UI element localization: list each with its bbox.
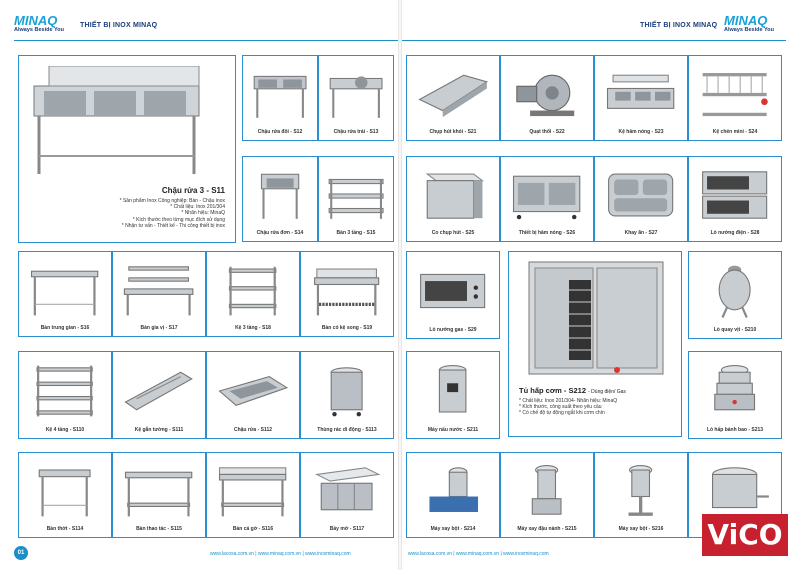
product-label: Kệ gắn tường - S111 [134, 427, 184, 433]
feature-title: Tủ hấp cơm - S212 [519, 386, 587, 395]
product-card [594, 156, 688, 242]
product-label: Bàn có kệ song - S19 [321, 325, 373, 331]
product-card [300, 351, 394, 439]
product-label: Lò hấp bánh bao - S213 [706, 427, 764, 433]
spec-line: * Nhận tư vấn - Thiết kế - Thi công thiết bị inox [121, 222, 225, 229]
product-label: Lò nướng gas - S29 [429, 327, 477, 333]
product-card [18, 351, 112, 439]
product-image [308, 260, 385, 320]
product-image [325, 165, 387, 225]
product-card [112, 351, 206, 439]
spec-line: * Kích thước, công suất theo yêu cầu [519, 404, 602, 411]
product-image [602, 64, 679, 124]
product-label: Lò nướng điện - S28 [710, 230, 760, 236]
product-label: Thiết bị hâm nóng - S26 [518, 230, 576, 236]
product-image [308, 360, 385, 422]
right-page [402, 0, 800, 570]
product-label: Máy xay bột - S216 [618, 526, 664, 532]
product-card [688, 351, 782, 439]
product-card [406, 452, 500, 538]
product-label: Bàn thớt - S114 [46, 526, 84, 532]
product-card [594, 452, 688, 538]
product-card [300, 452, 394, 538]
product-image [508, 165, 585, 225]
product-label: Kệ hâm nóng - S23 [618, 129, 664, 135]
logo-tagline: Always Beside You [724, 27, 774, 33]
product-card [206, 251, 300, 337]
spec-line: * Nhãn hiệu: MinaQ [181, 210, 225, 217]
product-label: Máy xay đậu nành - S215 [517, 526, 577, 532]
rice-steamer-image [521, 260, 671, 378]
product-label: Bàn cá gờ - S116 [232, 526, 274, 532]
product-image [214, 461, 291, 521]
product-image [249, 64, 311, 124]
product-image [602, 461, 679, 521]
logo-brand: MINAQ [724, 13, 768, 28]
product-card [300, 251, 394, 337]
product-label: Bàn trung gian - S16 [40, 325, 90, 331]
product-label: Chậu rửa đơn - S14 [256, 230, 304, 236]
spec-line: * Kích thước theo từng mục đích sử dụng [132, 216, 225, 223]
product-card [112, 251, 206, 337]
product-image [696, 165, 773, 225]
product-image [414, 260, 491, 322]
vico-watermark: ViCO [702, 514, 788, 556]
product-image [414, 165, 491, 225]
feature-specs [519, 398, 617, 417]
product-label: Chụp hút khói - S21 [429, 129, 477, 135]
product-card [406, 55, 500, 141]
product-image [696, 360, 773, 422]
spec-line: * Chất liệu: Inox 201/304- Nhãn hiệu: MinaQ [519, 398, 618, 404]
product-card [688, 55, 782, 141]
product-card [500, 452, 594, 538]
product-card [206, 452, 300, 538]
brand-logo [14, 14, 64, 33]
triple-sink-image [29, 66, 209, 176]
header-rule [402, 40, 786, 41]
product-card [500, 55, 594, 141]
footer-links: www.lacosa.com.vn | www.minaq.com.vn | www.inoxminaq.com [210, 551, 351, 557]
feature-title: Chậu rửa 3 - S11 [161, 186, 225, 195]
product-card [112, 452, 206, 538]
feature-card [18, 55, 236, 243]
product-label: Khay ăn - S27 [624, 230, 658, 236]
page-header: THIẾT BỊ INOX MINAQ [80, 22, 158, 29]
product-image [602, 165, 679, 225]
product-card [18, 251, 112, 337]
product-label: Kệ 4 tầng - S110 [45, 427, 85, 433]
product-card [18, 452, 112, 538]
product-image [696, 461, 773, 521]
logo-tagline: Always Beside You [14, 27, 64, 33]
feature-specs [120, 198, 225, 229]
footer-links: www.lacosa.com.vn | www.minaq.com.vn | www.inoxminaq.com [408, 551, 549, 557]
brand-logo [724, 14, 774, 33]
page-number: 01 [14, 546, 28, 560]
product-image [120, 360, 197, 422]
product-label: Bầy mở - S117 [329, 526, 365, 532]
product-label: Quạt thổi - S22 [529, 129, 565, 135]
product-image [120, 260, 197, 320]
header-rule [14, 40, 398, 41]
product-image [214, 260, 291, 320]
product-label: Chậu rửa đôi - S12 [257, 129, 303, 135]
product-image [696, 64, 773, 124]
product-image [414, 461, 491, 521]
product-card [406, 156, 500, 242]
feature-title-line [519, 386, 626, 395]
product-label: Bàn thao tác - S115 [136, 526, 182, 532]
product-image [414, 64, 491, 124]
spec-line: * Sản phẩm Inox Công nghiệp: Bàn - Chậu inox [119, 198, 225, 204]
product-label: Bàn 3 tầng - S15 [336, 230, 376, 236]
product-image [414, 360, 491, 422]
product-card [594, 55, 688, 141]
product-image [508, 64, 585, 124]
spec-line: * Có chế độ tự động ngắt khi cơm chín [519, 410, 605, 417]
feature-card [508, 251, 682, 437]
product-label: Chậu rửa - S112 [233, 427, 273, 433]
product-image [120, 461, 197, 521]
product-image [508, 461, 585, 521]
product-card [242, 55, 318, 141]
product-card [688, 251, 782, 339]
product-image [249, 165, 311, 225]
product-card [318, 55, 394, 141]
product-label: Lò quay vịt - S210 [713, 327, 757, 333]
product-card [242, 156, 318, 242]
product-label: Bàn gia vị - S17 [140, 325, 178, 331]
product-label: Thùng rác di động - S113 [317, 427, 377, 433]
product-image [26, 461, 103, 521]
product-card [206, 351, 300, 439]
product-card [688, 156, 782, 242]
product-card [318, 156, 394, 242]
page-header: THIẾT BỊ INOX MINAQ [640, 22, 718, 29]
product-image [26, 360, 103, 422]
product-label: Co chụp hút - S25 [431, 230, 475, 236]
product-image [26, 260, 103, 320]
spec-line: * Chất liệu: Inox 201/304 [170, 204, 225, 211]
product-card [406, 251, 500, 339]
product-image [214, 360, 291, 422]
feature-subtitle: - Dùng điện/ Gas [588, 389, 626, 395]
product-label: Kệ 3 tầng - S18 [235, 325, 271, 331]
product-label: Máy nấu nước - S211 [427, 427, 479, 433]
product-card [500, 156, 594, 242]
product-image [696, 260, 773, 322]
logo-brand: MINAQ [14, 13, 58, 28]
product-image [308, 461, 385, 521]
left-page [0, 0, 398, 570]
product-label: Máy xay bột - S214 [430, 526, 476, 532]
product-card [406, 351, 500, 439]
product-label: Kệ chén mini - S24 [712, 129, 758, 135]
product-image [325, 64, 387, 124]
product-label: Chậu rửa trái - S13 [333, 129, 379, 135]
